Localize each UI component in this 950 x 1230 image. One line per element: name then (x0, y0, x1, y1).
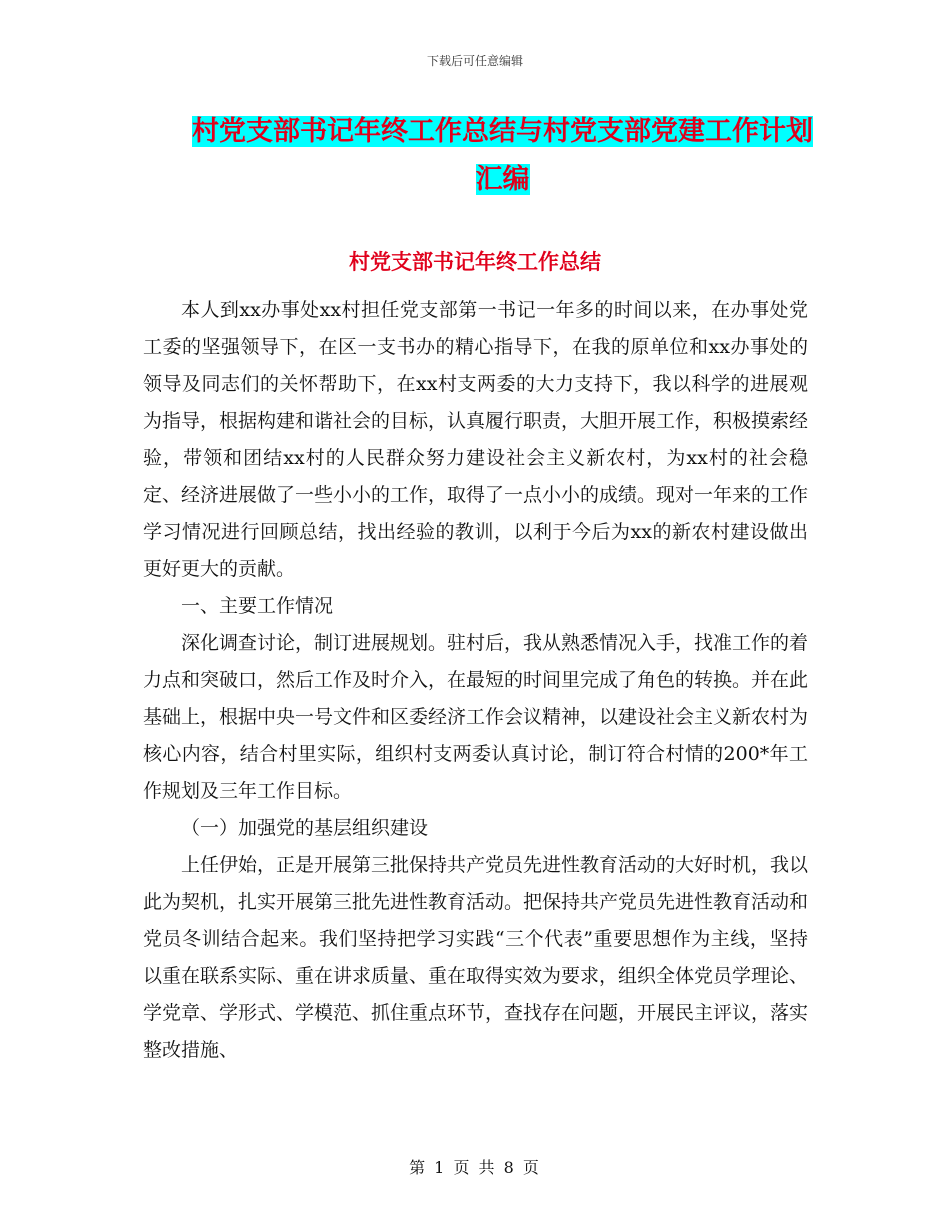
page-number: 第 1 页 共 8 页 (409, 1158, 541, 1177)
paragraph-planning: 深化调查讨论，制订进展规划。驻村后，我从熟悉情况入手，找准工作的着力点和突破口，然后工作及时介入，在最短的时间里完成了角色的转换。并在此基础上，根据中央一号文件和区委经济工作会议精神，以建设社会主义新农村为核心内容，结合村里实际，组织村支两委认真讨论，制订符合村情的200*年工作规划及三年工作目标。 (143, 632, 809, 802)
paragraph-education: 上任伊始，正是开展第三批保持共产党员先进性教育活动的大好时机，我以此为契机，扎实开展第三批先进性教育活动。把保持共产党员先进性教育活动和党员冬训结合起来。我们坚持把学习实践“三个代表”重要思想作为主线，坚持以重在联系实际、重在讲求质量、重在取得实效为要求，组织全体党员学理论、学党章、学形式、学模范、抓住重点环节，查找存在问题，开展民主评议，落实整改措施、 (143, 854, 809, 1061)
section-title: 村党支部书记年终工作总结 (349, 250, 601, 274)
document-body (143, 292, 808, 1069)
document-title (190, 108, 815, 204)
heading-main-work: 一、主要工作情况 (181, 595, 334, 617)
header-note: 下载后可任意编辑 (426, 54, 523, 68)
paragraph-intro: 本人到xx办事处xx村担任党支部第一书记一年多的时间以来，在办事处党工委的坚强领导下，在区一支书办的精心指导下，在我的原单位和xx办事处的领导及同志们的关怀帮助下，在xx村支两委的大力支持下，我以科学的进展观为指导，根据构建和谐社会的目标，认真履行职责，大胆开展工作，积极摸索经验，带领和团结xx村的人民群众努力建设社会主义新农村，为xx村的社会稳定、经济进展做了一些小小的工作，取得了一点小小的成绩。现对一年来的工作学习情况进行回顾总结，找出经验的教训，以利于今后为xx的新农村建设做出更好更大的贡献。 (143, 299, 809, 580)
document-title-text: 村党支部书记年终工作总结与村党支部党建工作计划汇编 (192, 116, 813, 195)
heading-party-building: （一）加强党的基层组织建设 (181, 817, 429, 839)
